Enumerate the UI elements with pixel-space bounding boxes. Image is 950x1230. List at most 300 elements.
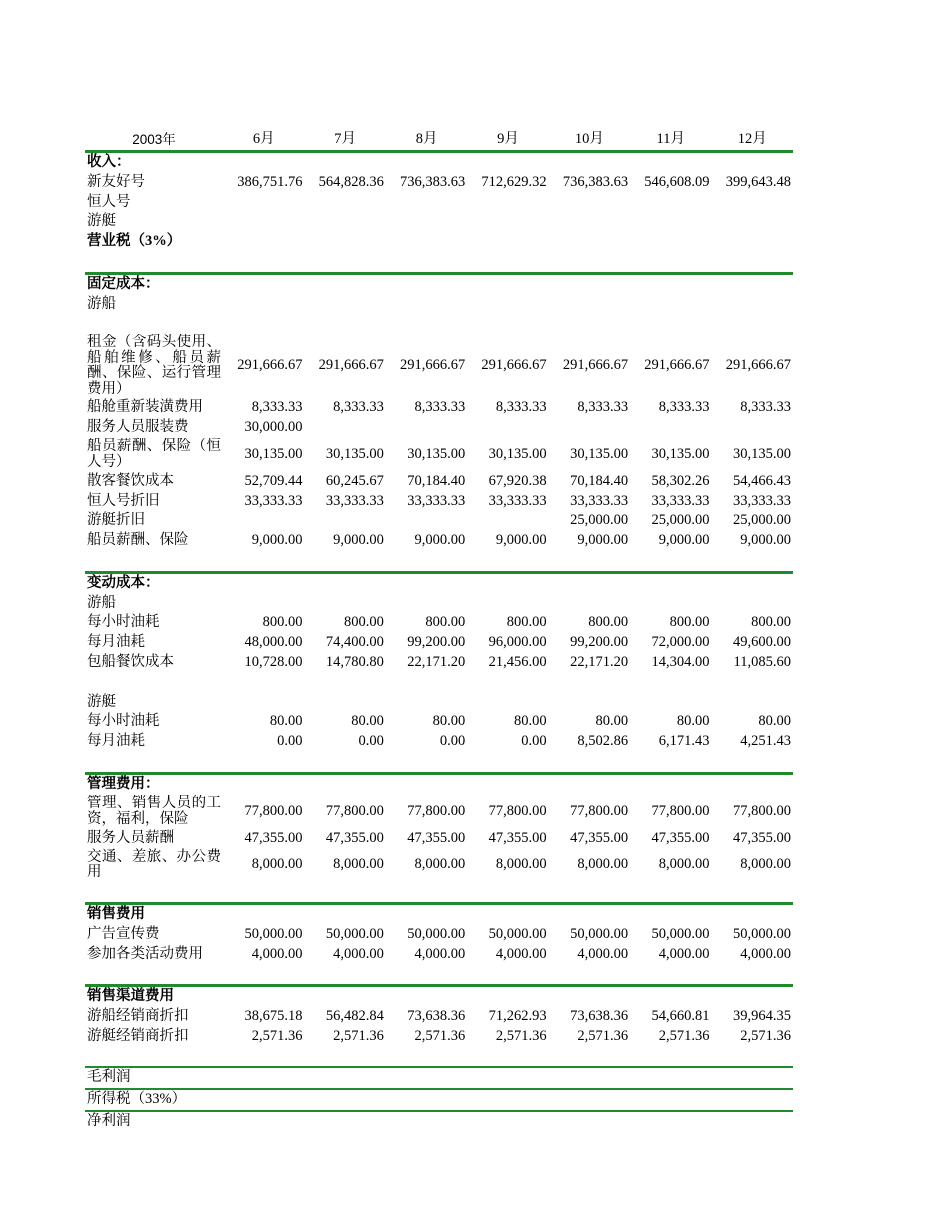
row-label[interactable]: 交通、差旅、办公费用 [87, 848, 222, 881]
value-cell[interactable] [223, 212, 304, 232]
empty-cell[interactable] [549, 314, 630, 334]
empty-cell[interactable] [549, 1067, 630, 1089]
empty-cell[interactable] [549, 882, 630, 903]
empty-cell[interactable] [386, 986, 467, 1007]
value-cell[interactable]: 54,466.43 [733, 472, 791, 489]
empty-cell[interactable] [467, 295, 548, 315]
value-cell[interactable]: 800.00 [425, 614, 466, 631]
value-cell[interactable]: 50,000.00 [733, 925, 791, 942]
value-cell[interactable] [467, 193, 548, 213]
value-cell[interactable]: 9,000.00 [414, 532, 466, 549]
empty-cell[interactable] [304, 773, 385, 794]
value-cell[interactable]: 47,355.00 [244, 829, 303, 846]
value-cell[interactable]: 25,000.00 [651, 512, 710, 529]
empty-cell[interactable] [630, 882, 711, 903]
value-cell[interactable]: 30,135.00 [407, 445, 466, 462]
value-cell[interactable]: 47,355.00 [651, 829, 710, 846]
empty-cell[interactable] [304, 1089, 385, 1111]
empty-cell[interactable] [711, 673, 793, 693]
row-label[interactable]: 恒人号 [87, 193, 131, 210]
value-cell[interactable]: 4,000.00 [577, 945, 629, 962]
empty-cell[interactable] [304, 572, 385, 593]
empty-cell[interactable] [630, 1047, 711, 1068]
row-label[interactable]: 散客餐饮成本 [87, 472, 174, 489]
value-cell[interactable]: 14,304.00 [651, 653, 710, 670]
empty-cell[interactable] [85, 752, 223, 773]
month-header[interactable]: 12月 [737, 131, 767, 148]
value-cell[interactable]: 8,333.33 [414, 399, 466, 416]
row-label[interactable]: 新友好号 [87, 173, 145, 190]
empty-cell[interactable] [386, 551, 467, 572]
empty-cell[interactable] [223, 314, 304, 334]
value-cell[interactable]: 80.00 [595, 713, 629, 730]
value-cell[interactable]: 77,800.00 [244, 802, 303, 819]
value-cell[interactable]: 52,709.44 [244, 472, 303, 489]
empty-cell[interactable] [630, 752, 711, 773]
empty-cell[interactable] [304, 965, 385, 986]
value-cell[interactable]: 33,333.33 [570, 492, 629, 509]
empty-cell[interactable] [223, 594, 304, 614]
empty-cell[interactable] [549, 273, 630, 294]
row-label[interactable]: 每小时油耗 [87, 713, 160, 730]
value-cell[interactable]: 70,184.40 [407, 472, 466, 489]
value-cell[interactable]: 30,000.00 [244, 418, 303, 435]
value-cell[interactable] [223, 193, 304, 213]
empty-cell[interactable] [549, 551, 630, 572]
value-cell[interactable]: 49,600.00 [733, 634, 791, 651]
row-label[interactable]: 每月油耗 [87, 634, 145, 651]
empty-cell[interactable] [223, 693, 304, 713]
empty-cell[interactable] [549, 1089, 630, 1111]
empty-cell[interactable] [386, 965, 467, 986]
empty-cell[interactable] [711, 252, 793, 273]
value-cell[interactable] [630, 212, 711, 232]
value-cell[interactable]: 2,571.36 [577, 1027, 629, 1044]
value-cell[interactable]: 291,666.67 [237, 357, 303, 374]
value-cell[interactable]: 80.00 [432, 713, 466, 730]
empty-cell[interactable] [223, 295, 304, 315]
value-cell[interactable]: 77,800.00 [733, 802, 791, 819]
empty-cell[interactable] [549, 773, 630, 794]
empty-cell[interactable] [630, 232, 711, 252]
value-cell[interactable]: 33,333.33 [407, 492, 466, 509]
value-cell[interactable]: 30,135.00 [325, 445, 384, 462]
value-cell[interactable]: 2,571.36 [495, 1027, 547, 1044]
value-cell[interactable] [304, 193, 385, 213]
value-cell[interactable]: 800.00 [669, 614, 710, 631]
value-cell[interactable] [630, 193, 711, 213]
value-cell[interactable]: 11,085.60 [733, 653, 791, 670]
row-label[interactable]: 服务人员薪酬 [87, 829, 174, 846]
value-cell[interactable]: 47,355.00 [570, 829, 629, 846]
value-cell[interactable]: 800.00 [262, 614, 303, 631]
month-header[interactable]: 9月 [497, 131, 519, 148]
empty-cell[interactable] [386, 314, 467, 334]
row-label[interactable]: 收入： [85, 152, 223, 173]
value-cell[interactable]: 291,666.67 [318, 357, 384, 374]
empty-cell[interactable] [467, 314, 548, 334]
value-cell[interactable] [467, 212, 548, 232]
value-cell[interactable]: 80.00 [514, 713, 547, 730]
value-cell[interactable]: 73,638.36 [407, 1008, 466, 1025]
value-cell[interactable]: 291,666.67 [400, 357, 466, 374]
empty-cell[interactable] [711, 882, 793, 903]
empty-cell[interactable] [386, 693, 467, 713]
empty-cell[interactable] [467, 551, 548, 572]
value-cell[interactable]: 80.00 [351, 713, 384, 730]
empty-cell[interactable] [549, 1111, 630, 1132]
value-cell[interactable]: 736,383.63 [562, 173, 629, 190]
row-label[interactable]: 船员薪酬、保险 [87, 532, 189, 549]
empty-cell[interactable] [467, 273, 548, 294]
value-cell[interactable] [711, 418, 793, 438]
empty-cell[interactable] [467, 752, 548, 773]
value-cell[interactable]: 39,964.35 [733, 1008, 791, 1025]
value-cell[interactable] [386, 193, 467, 213]
value-cell[interactable]: 47,355.00 [488, 829, 547, 846]
value-cell[interactable]: 33,333.33 [488, 492, 547, 509]
row-label[interactable]: 每小时油耗 [87, 614, 160, 631]
value-cell[interactable]: 4,251.43 [740, 733, 791, 750]
year-header[interactable]: 2003年 [132, 132, 176, 148]
empty-cell[interactable] [467, 965, 548, 986]
value-cell[interactable] [711, 212, 793, 232]
row-label[interactable]: 每月油耗 [87, 733, 145, 750]
value-cell[interactable]: 8,000.00 [333, 856, 384, 873]
value-cell[interactable] [467, 418, 548, 438]
value-cell[interactable]: 0.00 [439, 733, 466, 750]
empty-cell[interactable] [304, 295, 385, 315]
empty-cell[interactable] [304, 252, 385, 273]
empty-cell[interactable] [386, 882, 467, 903]
empty-cell[interactable] [549, 252, 630, 273]
empty-cell[interactable] [630, 1067, 711, 1089]
empty-cell[interactable] [223, 1089, 304, 1111]
value-cell[interactable]: 8,000.00 [740, 856, 791, 873]
empty-cell[interactable] [223, 1047, 304, 1068]
value-cell[interactable]: 22,171.20 [407, 653, 466, 670]
value-cell[interactable]: 0.00 [277, 733, 303, 750]
empty-cell[interactable] [467, 673, 548, 693]
value-cell[interactable]: 0.00 [521, 733, 547, 750]
month-header[interactable]: 7月 [334, 131, 357, 148]
month-header[interactable]: 11月 [656, 131, 686, 148]
empty-cell[interactable] [467, 1111, 548, 1132]
value-cell[interactable]: 9,000.00 [658, 532, 710, 549]
empty-cell[interactable] [223, 673, 304, 693]
empty-cell[interactable] [386, 673, 467, 693]
value-cell[interactable]: 8,333.33 [495, 399, 547, 416]
value-cell[interactable]: 71,262.93 [488, 1008, 547, 1025]
empty-cell[interactable] [467, 252, 548, 273]
empty-cell[interactable] [711, 1089, 793, 1111]
empty-cell[interactable] [630, 673, 711, 693]
empty-cell[interactable] [223, 1067, 304, 1089]
empty-cell[interactable] [711, 1067, 793, 1089]
row-label[interactable]: 销售费用 [85, 904, 223, 925]
empty-cell[interactable] [85, 314, 223, 334]
empty-cell[interactable] [630, 904, 711, 925]
empty-cell[interactable] [223, 904, 304, 925]
empty-cell[interactable] [223, 986, 304, 1007]
value-cell[interactable]: 800.00 [588, 614, 629, 631]
empty-cell[interactable] [630, 314, 711, 334]
empty-cell[interactable] [467, 572, 548, 593]
value-cell[interactable]: 47,355.00 [325, 829, 384, 846]
value-cell[interactable]: 8,000.00 [495, 856, 547, 873]
value-cell[interactable]: 4,000.00 [333, 945, 384, 962]
empty-cell[interactable] [223, 572, 304, 593]
value-cell[interactable]: 4,000.00 [658, 945, 710, 962]
value-cell[interactable]: 74,400.00 [325, 634, 384, 651]
empty-cell[interactable] [467, 1047, 548, 1068]
value-cell[interactable]: 8,333.33 [658, 399, 710, 416]
empty-cell[interactable] [549, 752, 630, 773]
row-label[interactable]: 游艇折旧 [87, 512, 145, 529]
value-cell[interactable]: 0.00 [358, 733, 384, 750]
empty-cell[interactable] [549, 986, 630, 1007]
row-label[interactable]: 变动成本： [85, 572, 223, 593]
empty-cell[interactable] [223, 551, 304, 572]
row-label[interactable]: 游船 [87, 594, 116, 611]
value-cell[interactable]: 30,135.00 [244, 445, 303, 462]
value-cell[interactable]: 8,000.00 [414, 856, 466, 873]
row-label[interactable]: 管理、销售人员的工资，福利，保险 [87, 795, 222, 827]
value-cell[interactable]: 33,333.33 [733, 492, 791, 509]
row-label[interactable]: 游船经销商折扣 [87, 1008, 189, 1025]
value-cell[interactable]: 70,184.40 [570, 472, 629, 489]
empty-cell[interactable] [711, 273, 793, 294]
empty-cell[interactable] [304, 152, 385, 173]
empty-cell[interactable] [304, 904, 385, 925]
value-cell[interactable]: 9,000.00 [495, 532, 547, 549]
value-cell[interactable]: 2,571.36 [251, 1027, 303, 1044]
empty-cell[interactable] [549, 673, 630, 693]
value-cell[interactable]: 60,245.67 [325, 472, 384, 489]
empty-cell[interactable] [630, 1111, 711, 1132]
empty-cell[interactable] [386, 232, 467, 252]
empty-cell[interactable] [304, 693, 385, 713]
empty-cell[interactable] [630, 594, 711, 614]
row-label[interactable]: 船员薪酬、保险（恒人号） [87, 438, 222, 470]
row-label[interactable]: 游船 [87, 295, 116, 312]
empty-cell[interactable] [549, 152, 630, 173]
empty-cell[interactable] [630, 1089, 711, 1111]
empty-cell[interactable] [630, 551, 711, 572]
empty-cell[interactable] [223, 252, 304, 273]
row-label[interactable]: 包船餐饮成本 [87, 653, 174, 670]
value-cell[interactable]: 80.00 [758, 713, 791, 730]
empty-cell[interactable] [223, 152, 304, 173]
empty-cell[interactable] [630, 986, 711, 1007]
row-label[interactable]: 销售渠道费用 [85, 986, 223, 1007]
empty-cell[interactable] [386, 1089, 467, 1111]
empty-cell[interactable] [467, 232, 548, 252]
empty-cell[interactable] [386, 594, 467, 614]
value-cell[interactable]: 30,135.00 [651, 445, 710, 462]
month-header[interactable]: 6月 [252, 131, 275, 148]
value-cell[interactable]: 30,135.00 [488, 445, 547, 462]
empty-cell[interactable] [304, 673, 385, 693]
empty-cell[interactable] [630, 252, 711, 273]
row-label[interactable]: 船舱重新装潢费用 [87, 399, 203, 416]
value-cell[interactable] [711, 193, 793, 213]
empty-cell[interactable] [386, 1047, 467, 1068]
empty-cell[interactable] [549, 904, 630, 925]
empty-cell[interactable] [711, 752, 793, 773]
empty-cell[interactable] [304, 232, 385, 252]
empty-cell[interactable] [711, 314, 793, 334]
value-cell[interactable]: 9,000.00 [333, 532, 384, 549]
empty-cell[interactable] [711, 986, 793, 1007]
row-label[interactable]: 固定成本： [85, 273, 223, 294]
value-cell[interactable]: 96,000.00 [488, 634, 547, 651]
empty-cell[interactable] [304, 273, 385, 294]
value-cell[interactable]: 38,675.18 [244, 1008, 303, 1025]
value-cell[interactable]: 30,135.00 [570, 445, 629, 462]
row-label[interactable]: 净利润 [85, 1111, 223, 1132]
row-label[interactable]: 游艇 [87, 213, 116, 230]
value-cell[interactable]: 56,482.84 [325, 1008, 384, 1025]
empty-cell[interactable] [223, 752, 304, 773]
row-label[interactable]: 广告宣传费 [87, 925, 160, 942]
empty-cell[interactable] [304, 752, 385, 773]
empty-cell[interactable] [711, 551, 793, 572]
empty-cell[interactable] [467, 693, 548, 713]
empty-cell[interactable] [711, 965, 793, 986]
row-label[interactable]: 游艇经销商折扣 [87, 1027, 189, 1044]
value-cell[interactable]: 8,333.33 [251, 399, 303, 416]
row-label[interactable]: 游艇 [87, 693, 116, 710]
row-label[interactable]: 租金（含码头使用、船舶维修、船员薪酬、保险、运行管理费用） [87, 334, 222, 397]
value-cell[interactable]: 50,000.00 [570, 925, 629, 942]
value-cell[interactable]: 800.00 [343, 614, 384, 631]
value-cell[interactable]: 50,000.00 [407, 925, 466, 942]
value-cell[interactable]: 21,456.00 [488, 653, 547, 670]
row-label[interactable]: 毛利润 [85, 1067, 223, 1089]
empty-cell[interactable] [386, 295, 467, 315]
empty-cell[interactable] [711, 295, 793, 315]
empty-cell[interactable] [223, 965, 304, 986]
empty-cell[interactable] [304, 1047, 385, 1068]
value-cell[interactable]: 10,728.00 [244, 653, 303, 670]
empty-cell[interactable] [223, 1111, 304, 1132]
value-cell[interactable] [549, 193, 630, 213]
value-cell[interactable]: 72,000.00 [651, 634, 710, 651]
value-cell[interactable]: 9,000.00 [251, 532, 303, 549]
month-header[interactable]: 8月 [415, 131, 438, 148]
value-cell[interactable]: 8,333.33 [577, 399, 629, 416]
empty-cell[interactable] [85, 252, 223, 273]
value-cell[interactable]: 8,000.00 [251, 856, 303, 873]
empty-cell[interactable] [223, 882, 304, 903]
empty-cell[interactable] [549, 295, 630, 315]
value-cell[interactable]: 2,571.36 [658, 1027, 710, 1044]
value-cell[interactable]: 8,333.33 [333, 399, 384, 416]
empty-cell[interactable] [85, 1047, 223, 1068]
value-cell[interactable]: 50,000.00 [244, 925, 303, 942]
value-cell[interactable]: 77,800.00 [325, 802, 384, 819]
empty-cell[interactable] [304, 594, 385, 614]
empty-cell[interactable] [630, 693, 711, 713]
empty-cell[interactable] [386, 773, 467, 794]
value-cell[interactable]: 77,800.00 [651, 802, 710, 819]
empty-cell[interactable] [304, 1111, 385, 1132]
value-cell[interactable]: 2,571.36 [414, 1027, 466, 1044]
value-cell[interactable]: 47,355.00 [733, 829, 791, 846]
empty-cell[interactable] [85, 965, 223, 986]
value-cell[interactable]: 77,800.00 [407, 802, 466, 819]
empty-cell[interactable] [549, 594, 630, 614]
value-cell[interactable]: 99,200.00 [407, 634, 466, 651]
value-cell[interactable] [304, 418, 385, 438]
value-cell[interactable]: 67,920.38 [488, 472, 547, 489]
row-label[interactable]: 服务人员服装费 [87, 418, 189, 435]
value-cell[interactable]: 2,571.36 [333, 1027, 384, 1044]
row-label[interactable]: 管理费用： [85, 773, 223, 794]
value-cell[interactable] [304, 212, 385, 232]
empty-cell[interactable] [549, 1047, 630, 1068]
value-cell[interactable]: 80.00 [269, 713, 303, 730]
value-cell[interactable]: 58,302.26 [651, 472, 710, 489]
value-cell[interactable]: 4,000.00 [740, 945, 791, 962]
empty-cell[interactable] [467, 882, 548, 903]
value-cell[interactable]: 2,571.36 [740, 1027, 791, 1044]
value-cell[interactable]: 4,000.00 [414, 945, 466, 962]
empty-cell[interactable] [630, 572, 711, 593]
empty-cell[interactable] [85, 882, 223, 903]
empty-cell[interactable] [711, 572, 793, 593]
value-cell[interactable]: 291,666.67 [725, 357, 791, 374]
empty-cell[interactable] [386, 252, 467, 273]
value-cell[interactable]: 564,828.36 [318, 173, 384, 190]
empty-cell[interactable] [467, 986, 548, 1007]
value-cell[interactable]: 50,000.00 [651, 925, 710, 942]
empty-cell[interactable] [711, 693, 793, 713]
empty-cell[interactable] [386, 1111, 467, 1132]
month-header[interactable]: 10月 [574, 131, 604, 148]
value-cell[interactable]: 47,355.00 [407, 829, 466, 846]
value-cell[interactable]: 77,800.00 [570, 802, 629, 819]
value-cell[interactable]: 291,666.67 [562, 357, 629, 374]
empty-cell[interactable] [85, 551, 223, 572]
value-cell[interactable]: 399,643.48 [725, 173, 791, 190]
empty-cell[interactable] [223, 273, 304, 294]
empty-cell[interactable] [549, 572, 630, 593]
value-cell[interactable]: 291,666.67 [481, 357, 547, 374]
empty-cell[interactable] [386, 1067, 467, 1089]
value-cell[interactable]: 48,000.00 [244, 634, 303, 651]
empty-cell[interactable] [304, 986, 385, 1007]
empty-cell[interactable] [386, 152, 467, 173]
value-cell[interactable]: 9,000.00 [740, 532, 791, 549]
value-cell[interactable]: 54,660.81 [651, 1008, 710, 1025]
value-cell[interactable]: 291,666.67 [644, 357, 710, 374]
value-cell[interactable]: 73,638.36 [570, 1008, 629, 1025]
empty-cell[interactable] [467, 904, 548, 925]
value-cell[interactable]: 386,751.76 [237, 173, 303, 190]
value-cell[interactable]: 4,000.00 [495, 945, 547, 962]
value-cell[interactable]: 712,629.32 [481, 173, 547, 190]
value-cell[interactable]: 50,000.00 [488, 925, 547, 942]
empty-cell[interactable] [549, 693, 630, 713]
value-cell[interactable]: 6,171.43 [658, 733, 710, 750]
value-cell[interactable]: 14,780.80 [325, 653, 384, 670]
empty-cell[interactable] [630, 273, 711, 294]
value-cell[interactable] [549, 418, 630, 438]
empty-cell[interactable] [549, 232, 630, 252]
empty-cell[interactable] [223, 773, 304, 794]
